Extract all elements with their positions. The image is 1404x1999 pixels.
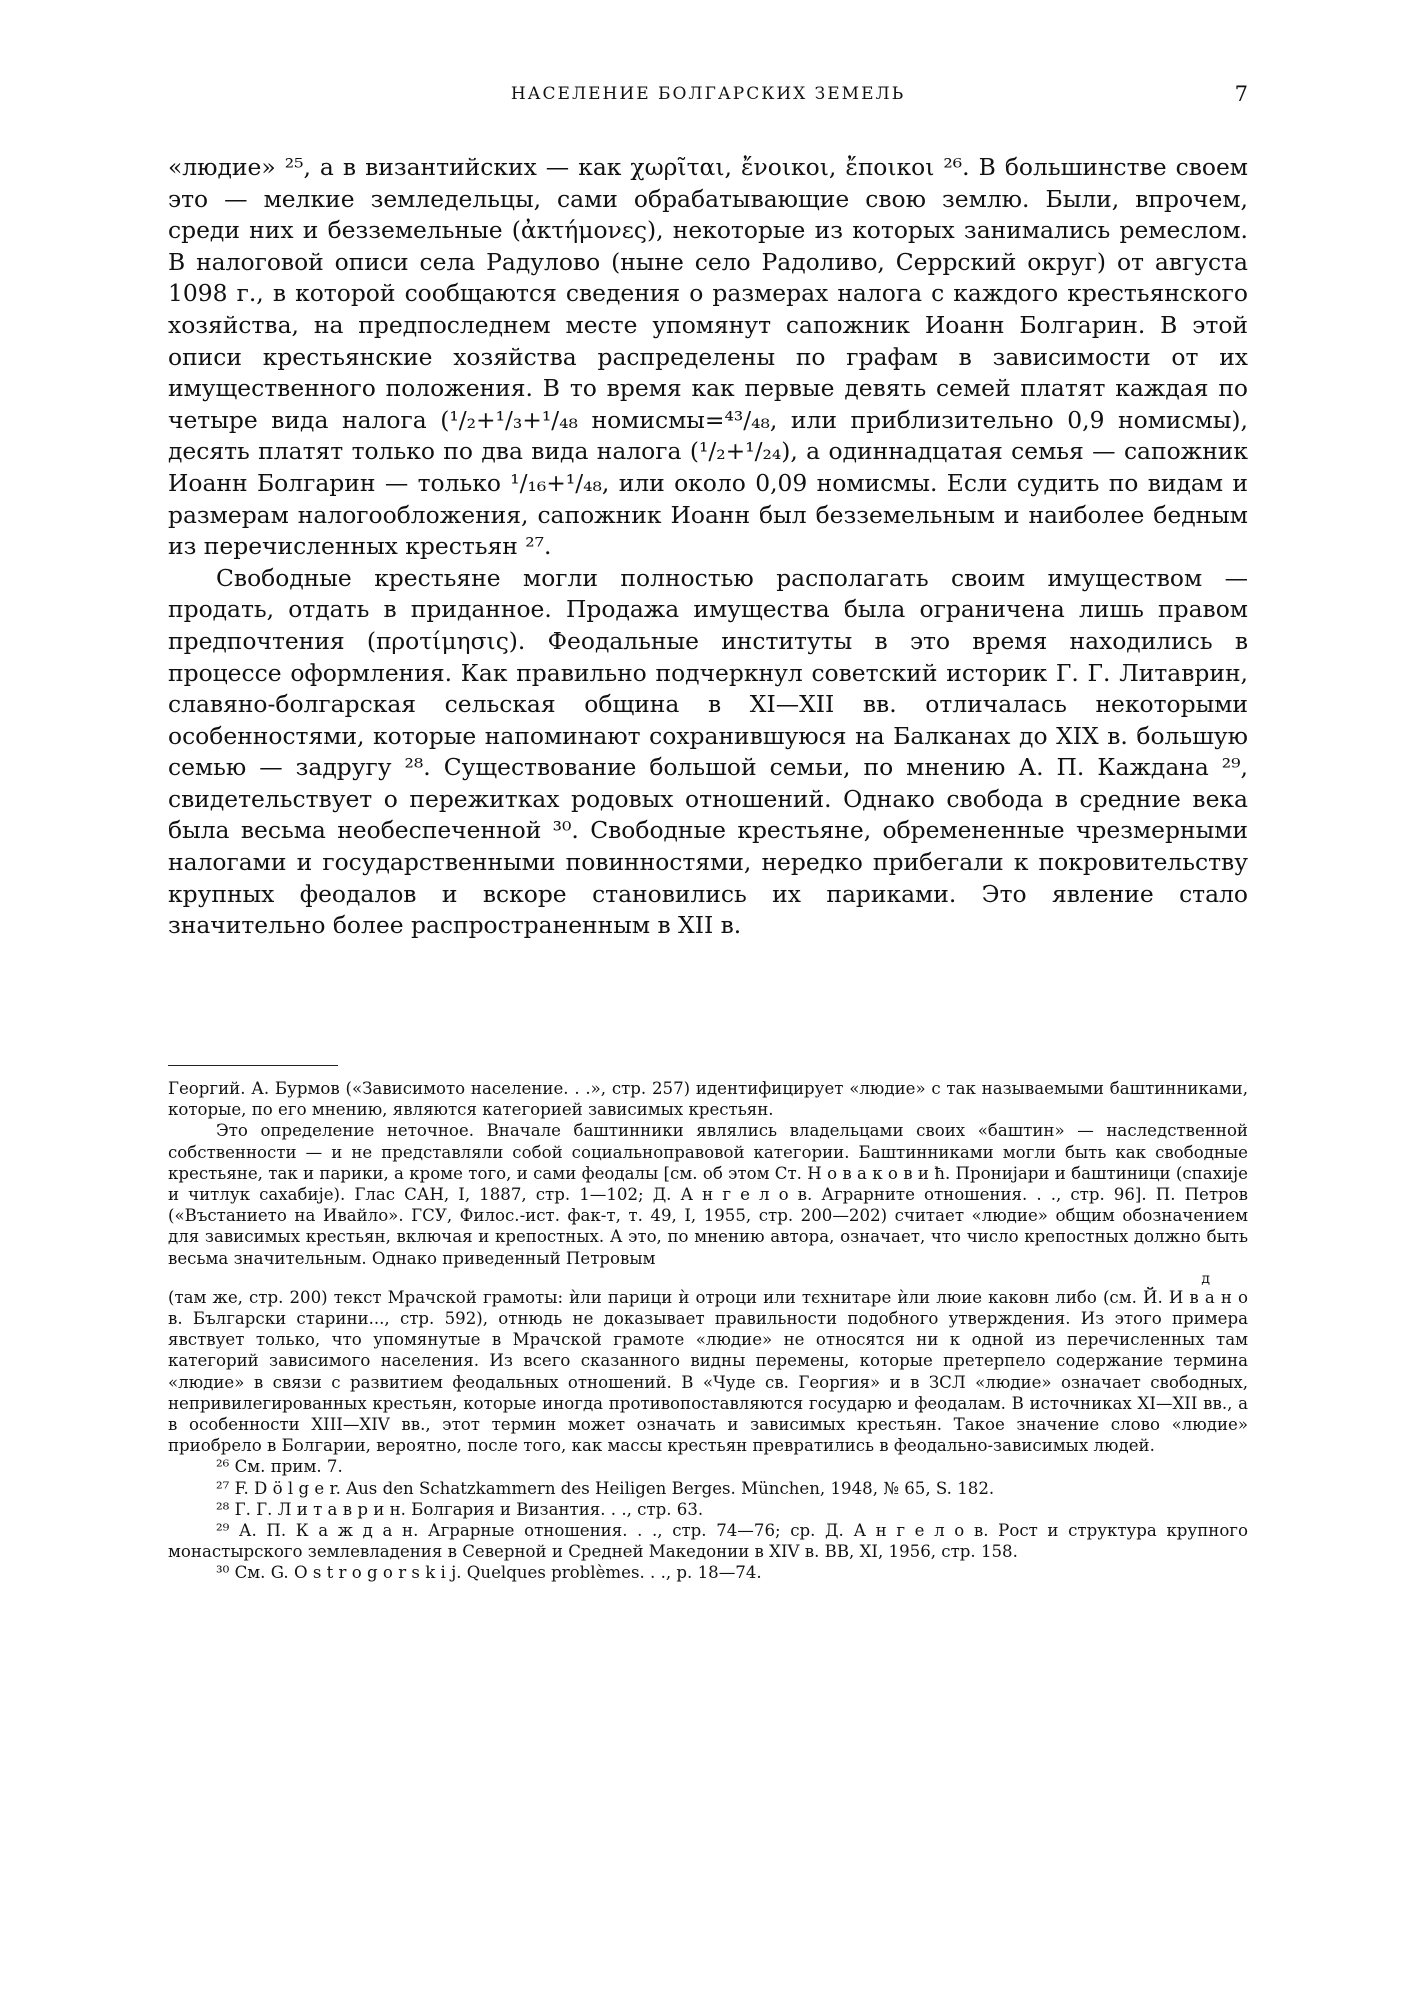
footnote-25-paragraph-continued: (там же, стр. 200) текст Мрачской грамоты: ѝли парици ѝ отроци или тєхнитаре ѝли люие каковн либо (см. Й. И в а н о в. Български старини..., стр. 592), отнюдь не доказывает правильности подобного утверждения. Из этого примера явствует только, что упомянутые в Мрачской грамоте «людие» не относятся ни к одной из перечисленных там категорий зависимого населения. Из всего сказанного видны перемены, которые претерпело содержание термина «людие» в связи с развитием феодальных отношений. В «Чуде св. Георгия» и в ЗСЛ «людие» означает свободных, непривилегированных крестьян, которые иногда противопоставляются государю и феодалам. В источниках XI—XII вв., а в особенности XIII—XIV вв., этот термин может означать и зависимых крестьян. Такое значение слово «людие» приобрело в Болгарии, вероятно, после того, как массы крестьян превратились в феодально-зависимых людей. bbox=[168, 1287, 1248, 1456]
footnote-25-continuation: Георгий. А. Бурмов («Зависимото население. . .», стр. 257) идентифицирует «людие» с так называемыми баштинниками, которые, по его мнению, являются категорией зависимых крестьян. bbox=[168, 1079, 1248, 1120]
footnote-29: ²⁹ А. П. К а ж д а н. Аграрные отношения. . ., стр. 74—76; ср. Д. А н г е л о в. Рост и структура крупного монастырского землевладения в Северной и Средней Македонии в XIV в. ВВ, XI, 1956, стр. 158. bbox=[168, 1521, 1248, 1562]
footnote-30: ³⁰ См. G. O s t r o g o r s k i j. Quelques problèmes. . ., p. 18—74. bbox=[216, 1563, 762, 1583]
main-text bbox=[168, 152, 1248, 942]
superscript-letter-mark: д bbox=[1201, 1270, 1210, 1287]
footnote-rule bbox=[168, 1065, 338, 1066]
footnote-26: ²⁶ См. прим. 7. bbox=[216, 1457, 343, 1477]
footnotes bbox=[168, 1078, 1248, 1584]
paragraph-1: «людие» ²⁵, а в византийских — как χωρῖται, ἔνοικοι, ἔποικοι ²⁶. В большинстве своем это — мелкие земледельцы, сами обрабатывающие свою землю. Были, впрочем, среди них и безземельные (ἀκτήμονες), некоторые из которых занимались ремеслом. В налоговой описи села Радулово (ныне село Радоливо, Серрский округ) от августа 1098 г., в которой сообщаются сведения о размерах налога с каждого крестьянского хозяйства, на предпоследнем месте упомянут сапожник Иоанн Болгарин. В этой описи крестьянские хозяйства распределены по графам в зависимости от их имущественного положения. В то время как первые девять семей платят каждая по четыре вида налога (¹/₂+¹/₃+¹/₄₈ номисмы=⁴³/₄₈, или приблизительно 0,9 номисмы), десять платят только по два вида налога (¹/₂+¹/₂₄), а одиннадцатая семья — сапожник Иоанн Болгарин — только ¹/₁₆+¹/₄₈, или около 0,09 номисмы. Если судить по видам и размерам налогообложения, сапожник Иоанн был безземельным и наиболее бедным из перечисленных крестьян ²⁷. bbox=[168, 153, 1248, 561]
footnote-27: ²⁷ F. D ö l g e r. Aus den Schatzkammern des Heiligen Berges. München, 1948, № 65, S. 182. bbox=[216, 1478, 995, 1498]
page-number: 7 bbox=[1234, 82, 1248, 106]
footnote-28: ²⁸ Г. Г. Л и т а в р и н. Болгария и Византия. . ., стр. 63. bbox=[216, 1499, 704, 1519]
running-head: НАСЕЛЕНИЕ БОЛГАРСКИХ ЗЕМЕЛЬ bbox=[510, 84, 906, 104]
page-header bbox=[168, 84, 1248, 114]
paragraph-2: Свободные крестьяне могли полностью располагать своим имуществом — продать, отдать в приданное. Продажа имущества была ограничена лишь правом предпочтения (προτίμησις). Феодальные институты в это время находились в процессе оформления. Как правильно подчеркнул советский историк Г. Г. Литаврин, славяно-болгарская сельская община в XI—XII вв. отличалась некоторыми особенностями, которые напоминают сохранившуюся на Балканах до XIX в. большую семью — задругу ²⁸. Существование большой семьи, по мнению А. П. Каждана ²⁹, свидетельствует о пережитках родовых отношений. Однако свобода в средние века была весьма необеспеченной ³⁰. Свободные крестьяне, обремененные чрезмерными налогами и государственными повинностями, нередко прибегали к покровительству крупных феодалов и вскоре становились их париками. Это явление стало значительно более распространенным в XII в. bbox=[168, 563, 1248, 940]
footnote-25-paragraph: Это определение неточное. Вначале баштинники являлись владельцами своих «баштин» — наследственной собственности — и не представляли собой социальноправовой категории. Баштинниками могли быть как свободные крестьяне, так и парики, а кроме того, и сами феодалы [см. об этом Ст. Н о в а к о в и ħ. Пронијари и баштиници (спахије и читлук сахабије). Глас САН, I, 1887, стр. 1—102; Д. А н г е л о в. Аграрните отношения. . ., стр. 96]. П. Петров («Въстанието на Ивайло». ГСУ, Филос.-ист. фак-т, т. 49, I, 1955, стр. 200—202) считает «людие» общим обозначением для зависимых крестьян, включая и крепостных. А это, по мнению автора, означает, что число крепостных должно быть весьма значительным. Однако приведенный Петровым bbox=[168, 1121, 1248, 1268]
